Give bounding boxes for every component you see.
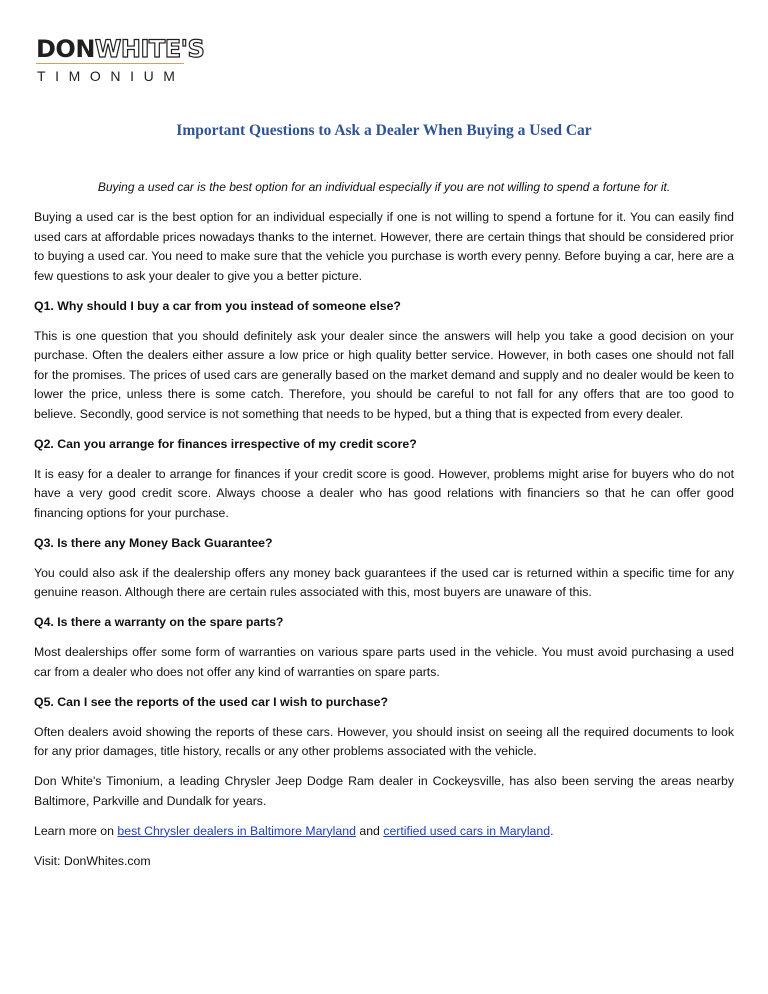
page-title: Important Questions to Ask a Dealer When Buying a Used Car (176, 122, 592, 139)
question-heading: Q3. Is there any Money Back Guarantee? (34, 535, 273, 550)
intro-paragraph: Buying a used car is the best option for an individual especially if one is not willing to spend a fortune for it. You can easily find used cars at affordable prices nowadays thanks to the internet. However, there are certain things that should be considered prior to buying a used car. You need to make sure that the vehicle you purchase is worth every penny. Before buying a car, here are a few questions to ask your dealer to give you a better picture. (34, 210, 734, 283)
page-subtitle: Buying a used car is the best option for an individual especially if you are not willing to spend a fortune for it. (97, 180, 671, 194)
logo-divider (36, 63, 184, 64)
certified-used-cars-link[interactable]: certified used cars in Maryland (383, 823, 551, 838)
learn-more-line (34, 822, 734, 842)
learn-more-middle: and (355, 823, 384, 838)
question-heading: Q4. Is there a warranty on the spare parts? (34, 615, 284, 629)
learn-more-suffix: . (550, 823, 554, 838)
closing-paragraph: Don White's Timonium, a leading Chrysler Jeep Dodge Ram dealer in Cockeysville, has also been serving the areas nearby Baltimore, Parkville and Dundalk for years. (34, 774, 734, 808)
logo-brand-outline: WHITE'S (94, 35, 205, 63)
logo-subtitle: TIMONIUM (37, 68, 185, 84)
logo-brand-solid: DON (36, 35, 95, 63)
logo-wordmark (36, 36, 204, 62)
question-heading: Q5. Can I see the reports of the used car I wish to purchase? (34, 694, 388, 709)
chrysler-dealers-link[interactable]: best Chrysler dealers in Baltimore Maryland (117, 823, 356, 838)
answer-paragraph: You could also ask if the dealership offers any money back guarantees if the used car is returned within a specific time for any genuine reason. Although there are certain rules associated with this, most buyers are unaware of this. (34, 565, 734, 599)
answer-paragraph: This is one question that you should definitely ask your dealer since the answers will help you take a good decision on your purchase. Often the dealers either assure a low price or high quality better service. However, in both cases one should not fall for the promises. The prices of used cars are generally based on the market demand and supply and no dealer would be keen to lower the price, unless there is some catch. Therefore, you should be careful to not fall for any offers that are too good to believe. Secondly, good service is not something that needs to be hyped, but a thing that is expected from every dealer. (34, 328, 734, 421)
learn-more-prefix: Learn more on (34, 823, 118, 838)
logo (36, 35, 205, 86)
question-heading: Q2. Can you arrange for finances irrespective of my credit score? (34, 436, 417, 451)
question-heading: Q1. Why should I buy a car from you instead of someone else? (34, 298, 401, 313)
visit-line: Visit: DonWhites.com (34, 853, 151, 868)
answer-paragraph: It is easy for a dealer to arrange for finances if your credit score is good. However, problems might arise for buyers who do not have a very good credit score. Always choose a dealer who has good relations with financiers so that he can offer good financing options for your purchase. (34, 466, 734, 520)
answer-paragraph: Most dealerships offer some form of warranties on various spare parts used in the vehicle. You must avoid purchasing a used car from a dealer who does not offer any kind of warranties on spare parts. (34, 645, 734, 679)
article-body (34, 208, 734, 882)
answer-paragraph: Often dealers avoid showing the reports of these cars. However, you should insist on seeing all the required documents to look for any prior damages, title history, recalls or any other problems associated with the vehicle. (34, 724, 734, 758)
